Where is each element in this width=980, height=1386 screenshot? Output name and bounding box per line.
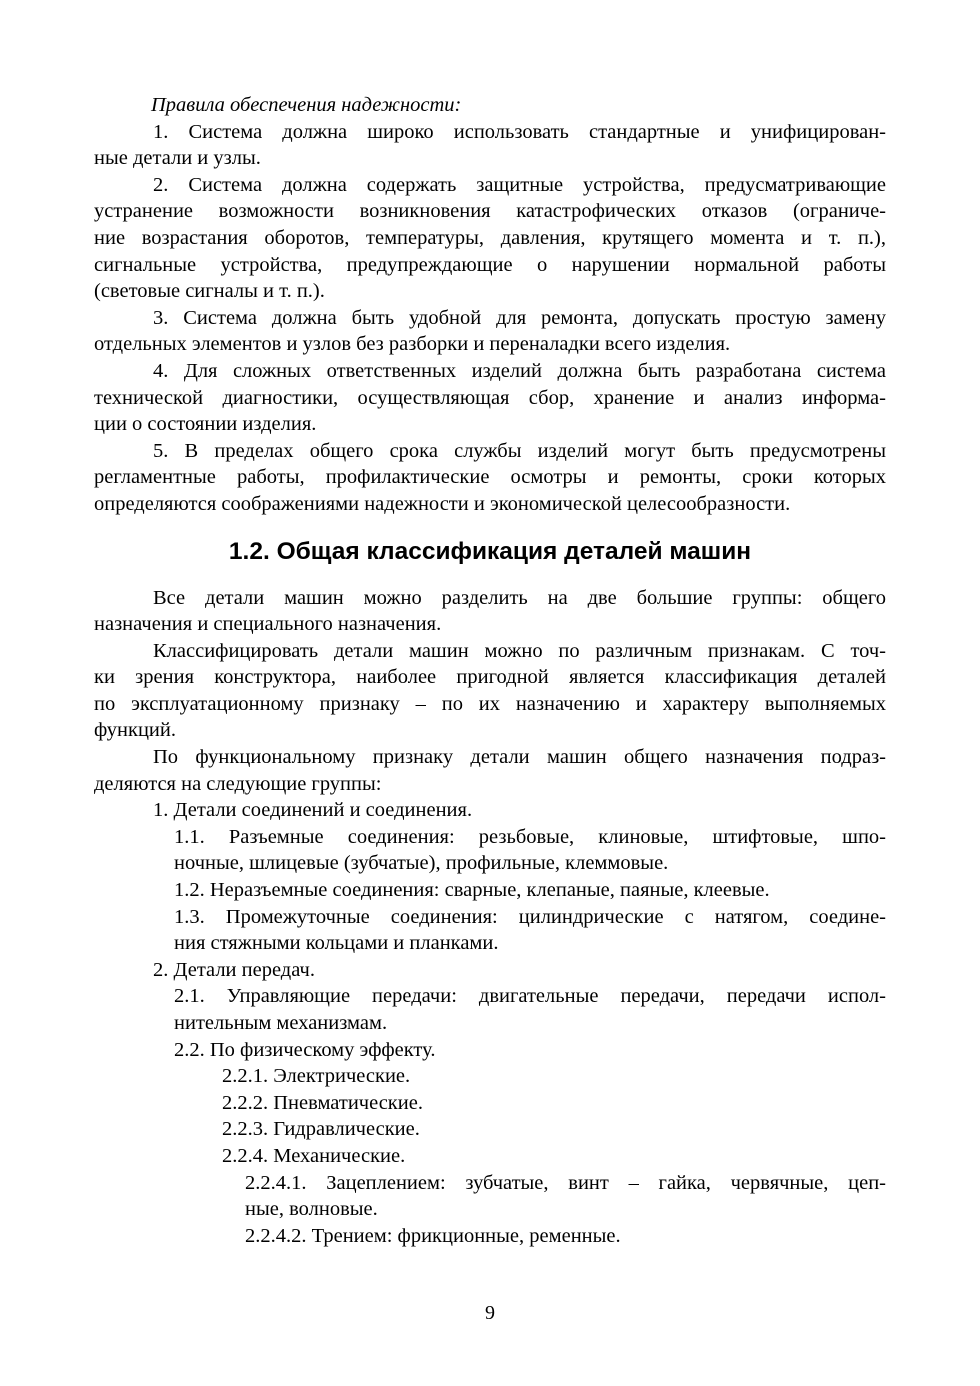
para-3-line-2: деляются на следующие группы: [94,772,382,795]
list-item-2: 2. Детали передач. [153,958,315,981]
list-item-1-3-line-1: 1.3. Промежуточные соединения: цилиндрические с натягом, соедине- [174,905,886,928]
list-item-2-2-4-2: 2.2.4.2. Трением: фрикционные, ременные. [245,1224,621,1247]
para-2-line-4: функций. [94,719,176,742]
page-number: 9 [485,1302,495,1324]
rules-item-4-line-2: технической диагностики, осуществляющая сбор, хранение и анализ информа- [94,386,886,409]
list-item-1-1-line-1: 1.1. Разъемные соединения: резьбовые, клиновые, штифтовые, шпо- [174,825,886,848]
rules-item-1-line-2: ные детали и узлы. [94,147,261,170]
rules-item-2-line-5: (световые сигналы и т. п.). [94,280,325,303]
rules-item-2-line-4: сигнальные устройства, предупреждающие о нарушении нормальной работы [94,253,886,276]
list-item-2-2-2: 2.2.2. Пневматические. [222,1091,423,1114]
list-item-2-2-4-1-line-1: 2.2.4.1. Зацеплением: зубчатые, винт – гайка, червячные, цеп- [245,1171,886,1194]
para-2-line-1: Классифицировать детали машин можно по различным признакам. С точ- [153,639,886,662]
para-2-line-3: по эксплуатационному признаку – по их назначению и характеру выполняемых [94,692,886,715]
rules-item-3-line-2: отдельных элементов и узлов без разборки и переналадки всего изделия. [94,333,731,356]
para-1-line-1: Все детали машин можно разделить на две большие группы: общего [153,586,886,609]
list-item-2-2-3: 2.2.3. Гидравлические. [222,1118,420,1141]
rules-item-5-line-1: 5. В пределах общего срока службы изделий могут быть предусмотрены [153,439,886,462]
list-item-2-1-line-1: 2.1. Управляющие передачи: двигательные передачи, передачи испол- [174,985,886,1008]
section-heading: 1.2. Общая классификация деталей машин [228,537,752,565]
para-3-line-1: По функциональному признаку детали машин общего назначения подраз- [153,746,886,769]
rules-item-4-line-1: 4. Для сложных ответственных изделий должна быть разработана система [153,359,886,382]
list-item-1-1-line-2: ночные, шлицевые (зубчатые), профильные, клеммовые. [174,852,669,875]
list-item-1-2: 1.2. Неразъемные соединения: сварные, клепаные, паяные, клеевые. [174,879,770,902]
list-item-2-1-line-2: нительным механизмам. [174,1012,388,1034]
rules-item-2-line-3: ние возрастания оборотов, температуры, давления, крутящего момента и т. п.), [94,226,886,249]
list-item-1: 1. Детали соединений и соединения. [153,799,473,822]
list-item-2-2: 2.2. По физическому эффекту. [174,1038,436,1061]
page-content [94,92,886,1249]
list-item-1-3-line-2: ния стяжными кольцами и планками. [174,932,499,955]
rules-item-2-line-2: устранение возможности возникновения катастрофических отказов (ограниче- [94,200,886,223]
rules-item-1-line-1: 1. Система должна широко использовать стандартные и унифицирован- [153,120,886,143]
para-2-line-2: ки зрения конструктора, наиболее пригодной является классификация деталей [94,666,886,689]
list-item-2-2-1: 2.2.1. Электрические. [222,1065,411,1088]
rules-item-3-line-1: 3. Система должна быть удобной для ремонта, допускать простую замену [153,306,886,329]
list-item-2-2-4-1-line-2: ные, волновые. [245,1198,378,1221]
list-item-2-2-4: 2.2.4. Механические. [222,1144,406,1167]
rules-item-5-line-3: определяются соображениями надежности и экономической целесообразности. [94,492,791,515]
rules-item-2-line-1: 2. Система должна содержать защитные устройства, предусматривающие [153,173,886,196]
rules-title: Правила обеспечения надежности: [151,94,462,116]
rules-item-4-line-3: ции о состоянии изделия. [94,413,317,436]
rules-item-5-line-2: регламентные работы, профилактические осмотры и ремонты, сроки которых [94,466,886,489]
para-1-line-2: назначения и специального назначения. [94,613,442,636]
